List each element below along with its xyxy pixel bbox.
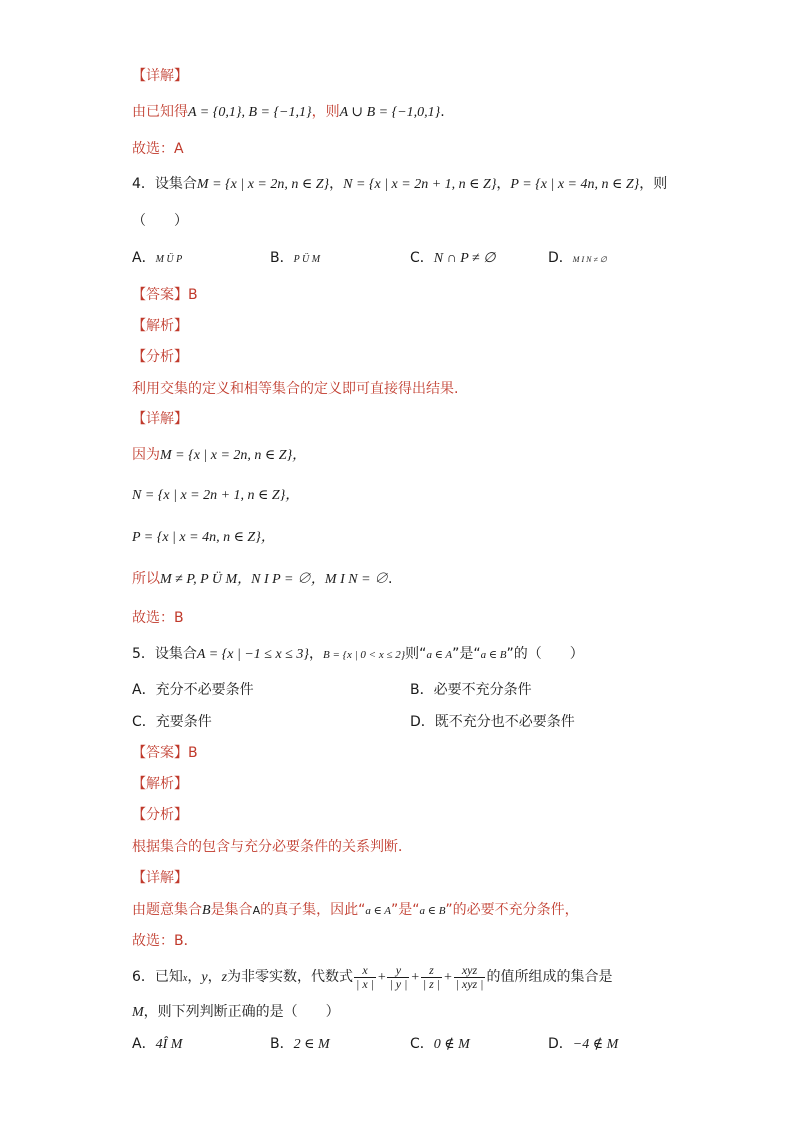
q6-f2-den: | y | (389, 976, 408, 991)
q6-option-d[interactable] (548, 1034, 618, 1055)
q5-option-b[interactable] (410, 680, 532, 700)
q6-option-d-label: D． (548, 1036, 573, 1052)
q6-option-d-math: −4 ∉ M (572, 1037, 619, 1052)
q6-f3-den: | z | (422, 976, 441, 991)
q6-option-b-label: B． (270, 1036, 294, 1052)
q4-conclusion (132, 569, 392, 590)
q5-tail: ”的（ ） (506, 646, 584, 662)
q4-tail: ，则 (639, 176, 668, 192)
q5-fenxi-heading: 【分析】 (132, 807, 188, 823)
q6-comma2: ， (207, 969, 222, 985)
q6-option-c[interactable] (410, 1034, 470, 1055)
q4-so: 所以 (132, 571, 160, 587)
q4-because-line (132, 445, 306, 466)
q4-option-b-label: B． (270, 250, 294, 266)
question-4-stem (132, 174, 667, 195)
q5-detail-b-sym: B (202, 903, 211, 918)
detail-text: 由已知得 (132, 104, 188, 120)
q5-option-c[interactable] (132, 712, 212, 732)
q5-option-c-label: C． (132, 714, 156, 730)
q4-n-def: N = {x | x = 2n + 1, n ∈ Z}， (132, 488, 300, 503)
q6-comma1: ， (187, 969, 202, 985)
q5-detail-d: ”是“ (391, 902, 420, 918)
q5-cond2: a ∈ B (480, 649, 507, 661)
q6-line2-text: ，则下列判断正确的是（ ） (143, 1004, 340, 1020)
q6-option-b-math: 2 ∈ M (293, 1037, 330, 1052)
q6-var-x: x (182, 973, 188, 984)
q5-mid: 则“ (405, 646, 427, 662)
q5-set-b: B = {x | 0 < x ≤ 2} (322, 649, 406, 661)
question-4-paren: （ ） (132, 213, 188, 229)
q6-plus3: + (443, 970, 453, 985)
q6-plus2: + (410, 970, 420, 985)
q4-p-def: P = {x | x = 4n, n ∈ Z}， (132, 530, 275, 545)
q6-option-a[interactable] (132, 1034, 182, 1055)
q5-option-d-text: 既不充分也不必要条件 (434, 714, 575, 730)
q4-choice: 故选：B (132, 610, 184, 626)
q4-set-n: N = {x | x = 2n + 1, n ∈ Z} (343, 177, 497, 192)
q6-prefix: 6．已知 (132, 969, 183, 985)
q5-prefix: 5．设集合 (132, 646, 197, 662)
q4-fenxi-text: 利用交集的定义和相等集合的定义即可直接得出结果. (132, 381, 459, 397)
q4-m-def: M = {x | x = 2n, n ∈ Z}， (160, 448, 307, 463)
q6-mid: 为非零实数，代数式 (227, 969, 354, 985)
q4-set-m: M = {x | x = 2n, n ∈ Z} (196, 177, 330, 192)
detail-math: A = {0,1}, B = {−1,1} (188, 105, 312, 120)
q5-option-b-text: 必要不充分条件 (433, 682, 532, 698)
section-heading-detail: 【详解】 (132, 68, 188, 84)
detail-line (132, 102, 445, 123)
q5-set-a: A = {x | −1 ≤ x ≤ 3} (196, 647, 309, 662)
q6-f2-num: y (387, 964, 409, 978)
q4-option-d-math: M I N ≠ ∅ (572, 255, 607, 264)
q4-prefix: 4．设集合 (132, 176, 197, 192)
q5-detail-a: 由题意集合 (132, 902, 202, 918)
q5-detail-e: ”的必要不充分条件， (445, 902, 579, 918)
q4-fenxi-heading: 【分析】 (132, 349, 188, 365)
q6-fraction-xyz (454, 964, 486, 991)
q5-cond1: a ∈ A (426, 649, 453, 661)
q6-set-m: M (132, 1005, 144, 1020)
q6-fraction-z (421, 964, 442, 991)
q6-option-c-label: C． (410, 1036, 434, 1052)
q5-fenxi-text: 根据集合的包含与充分必要条件的关系判断． (132, 839, 412, 855)
q6-plus1: + (376, 970, 387, 985)
q4-option-c[interactable] (410, 248, 495, 269)
question-5-stem (132, 644, 584, 665)
detail-text-tail: ，则 (311, 104, 340, 120)
detail-math-union: A ∪ B = {−1,0,1} (339, 105, 441, 120)
q4-option-a-math: M Ü P (155, 254, 183, 265)
q5-option-a[interactable] (132, 680, 254, 700)
q5-detail-cond2: a ∈ B (419, 905, 446, 917)
q6-option-a-math: 4Î M (155, 1037, 183, 1052)
q6-f1-num: x (354, 964, 376, 978)
q4-answer: 【答案】B (132, 287, 198, 303)
q5-answer: 【答案】B (132, 745, 198, 761)
q5-detail-line (132, 900, 579, 921)
q4-set-p: P = {x | x = 4n, n ∈ Z} (510, 177, 640, 192)
q5-detail-b: 是集合 (210, 902, 253, 918)
q5-xiangjie-heading: 【详解】 (132, 870, 188, 886)
question-6-stem (132, 962, 612, 994)
q5-detail-a-sym: A (252, 904, 261, 917)
q4-because: 因为 (132, 447, 160, 463)
q5-detail-cond1: a ∈ A (365, 905, 392, 917)
q5-option-d[interactable] (410, 712, 575, 732)
q6-f4-den: | xyz | (455, 976, 484, 991)
q6-option-c-math: 0 ∉ M (433, 1037, 470, 1052)
q4-option-a-label: A． (132, 250, 156, 266)
q5-mid2: ”是“ (452, 646, 481, 662)
choice-line: 故选：A (132, 141, 184, 157)
q5-analysis-heading: 【解析】 (132, 776, 188, 792)
q5-detail-c: 的真子集，因此“ (260, 902, 366, 918)
q6-f1-den: | x | (356, 976, 374, 991)
q6-var-z: z (221, 970, 228, 985)
q5-sep: ， (308, 646, 323, 662)
q5-option-d-label: D． (410, 714, 435, 730)
q4-sep2: ， (496, 176, 511, 192)
q5-option-c-text: 充要条件 (155, 714, 212, 730)
q4-so-math: M ≠ P, P Ü M，N I P = ∅，M I N = ∅ (160, 572, 389, 587)
q5-choice: 故选：B． (132, 933, 198, 949)
q4-option-c-label: C． (410, 250, 434, 266)
question-6-line2 (132, 1002, 340, 1023)
q4-analysis-heading: 【解析】 (132, 318, 188, 334)
q6-var-y: y (201, 970, 208, 985)
q6-f4-num: xyz (454, 964, 486, 978)
q4-so-end: . (388, 571, 393, 587)
q4-option-a[interactable] (132, 248, 182, 270)
detail-end: . (440, 104, 445, 120)
q4-option-d[interactable] (548, 248, 607, 270)
q6-option-a-label: A． (132, 1036, 156, 1052)
q6-tail: 的值所组成的集合是 (486, 969, 613, 985)
q6-fraction-x (354, 964, 376, 991)
q5-option-a-label: A． (132, 682, 156, 698)
q6-f3-num: z (421, 964, 442, 978)
q4-option-d-label: D． (548, 250, 573, 266)
q4-option-c-math: N ∩ P ≠ ∅ (433, 251, 496, 266)
q4-option-b[interactable] (270, 248, 320, 270)
q4-sep1: ， (329, 176, 344, 192)
q6-fraction-y (387, 964, 409, 991)
q4-xiangjie-heading: 【详解】 (132, 411, 188, 427)
q5-option-b-label: B． (410, 682, 434, 698)
q5-option-a-text: 充分不必要条件 (155, 682, 254, 698)
q6-option-b[interactable] (270, 1034, 330, 1055)
q4-option-b-math: P Ü M (293, 254, 321, 265)
